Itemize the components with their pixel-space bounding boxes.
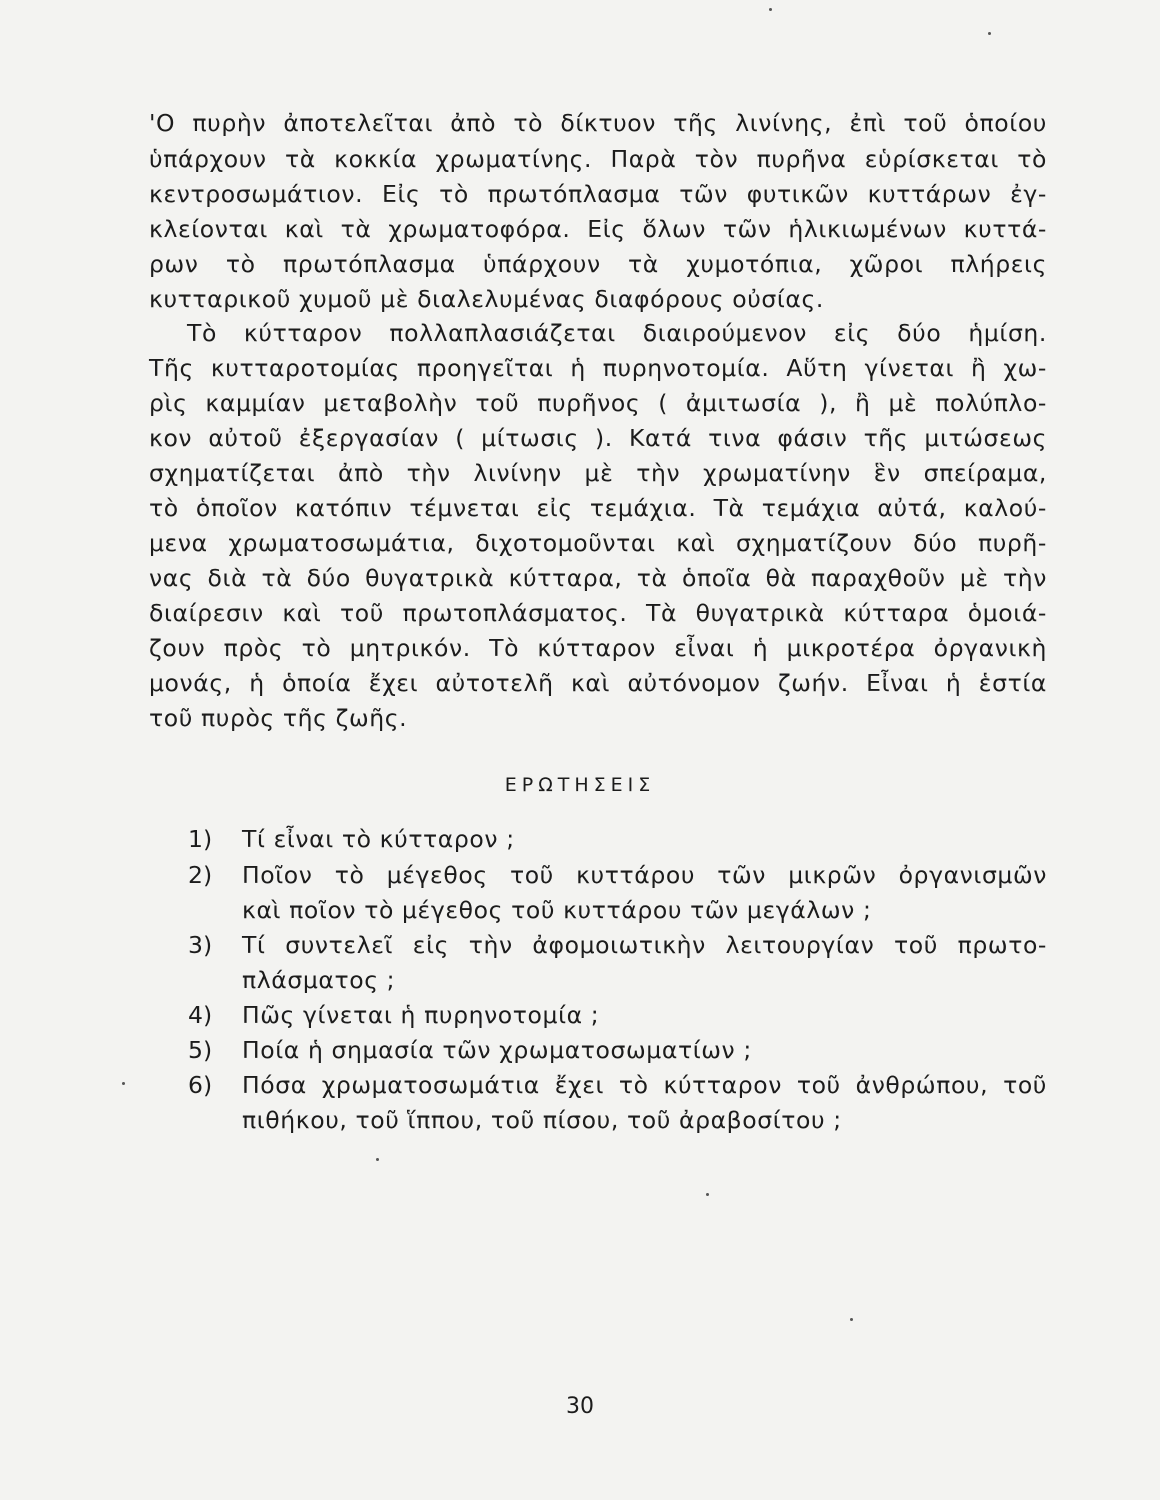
- scan-speck: [769, 8, 772, 11]
- question-line: Πῶς γίνεται ἡ πυρηνοτομία ;: [242, 1001, 600, 1029]
- scan-speck: [376, 1158, 379, 1161]
- scan-speck: [122, 1082, 125, 1085]
- text-line: ὑπάρχουν τὰ κοκκία χρωματίνης. Παρὰ τὸν πυρῆνα εὑρίσκεται τὸ: [149, 145, 1047, 173]
- question-line: Ποία ἡ σημασία τῶν χρωματοσωματίων ;: [242, 1036, 752, 1064]
- scan-speck: [988, 32, 991, 35]
- question-number: 5): [188, 1036, 213, 1064]
- text-line: τοῦ πυρὸς τῆς ζωῆς.: [149, 704, 408, 732]
- questions-heading: ΕΡΩΤΗΣΕΙΣ: [504, 774, 656, 796]
- text-line: κον αὐτοῦ ἐξεργασίαν ( μίτωσις ). Κατά τινα φάσιν τῆς μιτώσεως: [149, 424, 1047, 452]
- text-line: σχηματίζεται ἀπὸ τὴν λινίνην μὲ τὴν χρωματίνην ἓν σπείραμα,: [149, 459, 1047, 487]
- question-line: πιθήκου, τοῦ ἵππου, τοῦ πίσου, τοῦ ἀραβοσίτου ;: [242, 1106, 842, 1134]
- question-line: καὶ ποῖον τὸ μέγεθος τοῦ κυττάρου τῶν μεγάλων ;: [242, 896, 872, 924]
- text-line: μενα χρωματοσωμάτια, διχοτομοῦνται καὶ σχηματίζουν δύο πυρῆ-: [149, 529, 1047, 557]
- question-number: 2): [188, 861, 213, 889]
- text-line: 'Ο πυρὴν ἀποτελεῖται ἀπὸ τὸ δίκτυον τῆς λινίνης, ἐπὶ τοῦ ὁποίου: [149, 109, 1047, 137]
- text-line: ρὶς καμμίαν μεταβολὴν τοῦ πυρῆνος ( ἀμιτωσία ), ἢ μὲ πολύπλο-: [149, 389, 1047, 417]
- text-line: τὸ ὁποῖον κατόπιν τέμνεται εἰς τεμάχια. Τὰ τεμάχια αὐτά, καλού-: [149, 494, 1047, 522]
- text-line: διαίρεσιν καὶ τοῦ πρωτοπλάσματος. Τὰ θυγατρικὰ κύτταρα ὁμοιά-: [149, 599, 1047, 627]
- question-line: πλάσματος ;: [242, 966, 396, 994]
- question-line: Ποῖον τὸ μέγεθος τοῦ κυττάρου τῶν μικρῶν ὀργανισμῶν: [242, 861, 1047, 889]
- question-number: 4): [188, 1001, 213, 1029]
- question-number: 1): [188, 825, 213, 853]
- question-line: Τί συντελεῖ εἰς τὴν ἀφομοιωτικὴν λειτουργίαν τοῦ πρωτο-: [242, 931, 1047, 959]
- text-line: Τῆς κυτταροτομίας προηγεῖται ἡ πυρηνοτομία. Αὕτη γίνεται ἢ χω-: [149, 354, 1047, 382]
- question-line: Πόσα χρωματοσωμάτια ἔχει τὸ κύτταρον τοῦ ἀνθρώπου, τοῦ: [242, 1071, 1047, 1099]
- text-line: κυτταρικοῦ χυμοῦ μὲ διαλελυμένας διαφόρους οὐσίας.: [149, 285, 824, 313]
- text-line: ζουν πρὸς τὸ μητρικόν. Τὸ κύτταρον εἶναι ἡ μικροτέρα ὀργανικὴ: [149, 634, 1047, 662]
- text-line: κεντροσωμάτιον. Εἰς τὸ πρωτόπλασμα τῶν φυτικῶν κυττάρων ἐγ-: [149, 180, 1047, 208]
- question-line: Τί εἶναι τὸ κύτταρον ;: [242, 825, 515, 853]
- scan-speck: [706, 1193, 709, 1196]
- text-line: μονάς, ἡ ὁποία ἔχει αὐτοτελῆ καὶ αὐτόνομον ζωήν. Εἶναι ἡ ἑστία: [149, 669, 1047, 697]
- question-number: 6): [188, 1071, 213, 1099]
- text-line: νας διὰ τὰ δύο θυγατρικὰ κύτταρα, τὰ ὁποῖα θὰ παραχθοῦν μὲ τὴν: [149, 564, 1047, 592]
- text-line: Τὸ κύτταρον πολλαπλασιάζεται διαιρούμενον εἰς δύο ἡμίση.: [187, 319, 1047, 347]
- question-number: 3): [188, 931, 213, 959]
- page-number: 30: [566, 1394, 594, 1419]
- scan-speck: [850, 1318, 853, 1321]
- text-line: ρων τὸ πρωτόπλασμα ὑπάρχουν τὰ χυμοτόπια, χῶροι πλήρεις: [149, 250, 1047, 278]
- text-line: κλείονται καὶ τὰ χρωματοφόρα. Εἰς ὅλων τῶν ἡλικιωμένων κυττά-: [149, 215, 1047, 243]
